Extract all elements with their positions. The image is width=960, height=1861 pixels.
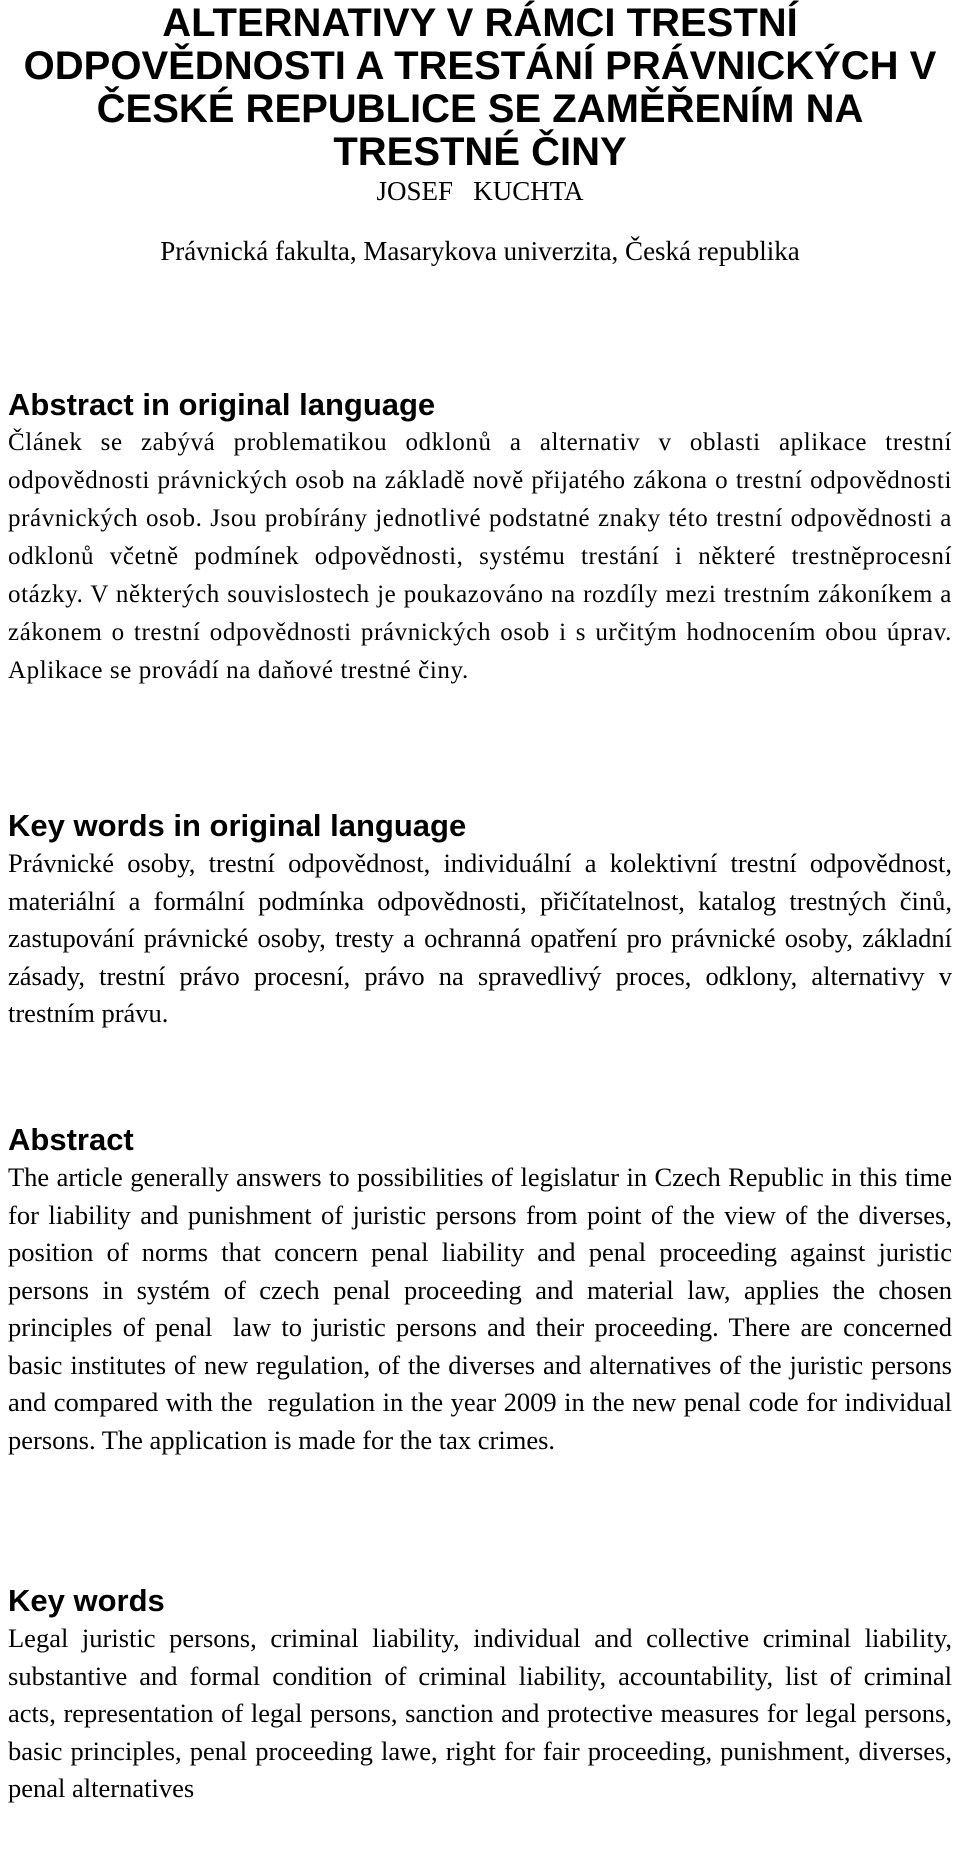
keywords-heading: Key words bbox=[8, 1583, 165, 1618]
abstract-original-text: Článek se zabývá problematikou odklonů a alternativ v oblasti aplikace trestní odpovědnosti právnických osob na základě nově přijatého zákona o trestní odpovědnosti právnických osob. Jsou probírány jednotlivé podstatné znaky této trestní odpovědnosti a odklonů včetně podmínek odpovědnosti, systému trestání i některé trestněprocesní otázky. V některých souvislostech je poukazováno na rozdíly mezi trestním zákoníkem a zákonem o trestní odpovědnosti právnických osob i s určitým hodnocením obou úprav. Aplikace se provádí na daňové trestné činy. bbox=[8, 429, 952, 684]
keywords-original-text: Právnické osoby, trestní odpovědnost, individuální a kolektivní trestní odpovědnost, materiální a formální podmínka odpovědnosti, přičítatelnost, katalog trestných činů, zastupování právnické osoby, tresty a ochranná opatření pro právnické osoby, základní zásady, trestní právo procesní, právo na spravedlivý proces, odklony, alternativy v trestním právu. bbox=[8, 848, 952, 1028]
keywords-section bbox=[8, 1582, 952, 1808]
keywords-text: Legal juristic persons, criminal liability, individual and collective criminal liability, substantive and formal condition of criminal liability, accountability, list of criminal acts, representation of legal persons, sanction and protective measures for legal persons, basic principles, penal proceeding lawe, right for fair proceeding, punishment, diverses, penal alternatives bbox=[8, 1623, 952, 1803]
abstract-original-heading: Abstract in original language bbox=[8, 387, 436, 422]
abstract-text: The article generally answers to possibilities of legislatur in Czech Republic in this time for liability and punishment of juristic persons from point of the view of the diverses, position of norms that concern penal liability and penal proceeding against juristic persons in systém of czech penal proceeding and material law, applies the chosen principles of penal law to juristic persons and their proceeding. There are concerned basic institutes of new regulation, of the diverses and alternatives of the juristic persons and compared with the regulation in the year 2009 in the new penal code for individual persons. The application is made for the tax crimes. bbox=[8, 1162, 959, 1455]
abstract-original-section bbox=[8, 386, 952, 690]
keywords-original-section bbox=[8, 807, 952, 1033]
author-affiliation: Právnická fakulta, Masarykova univerzita, Česká republika bbox=[160, 236, 800, 266]
abstract-heading: Abstract bbox=[8, 1122, 134, 1157]
paper-title: ALTERNATIVY V RÁMCI TRESTNÍ ODPOVĚDNOSTI A TRESTÁNÍ PRÁVNICKÝCH V ČESKÉ REPUBLICE SE ZAMĚŘENÍM NA TRESTNÉ ČINY bbox=[23, 1, 937, 174]
keywords-original-heading: Key words in original language bbox=[8, 808, 467, 843]
paper-page bbox=[8, 0, 959, 1803]
author-name: JOSEF KUCHTA bbox=[376, 176, 584, 206]
abstract-section bbox=[8, 1121, 959, 1459]
